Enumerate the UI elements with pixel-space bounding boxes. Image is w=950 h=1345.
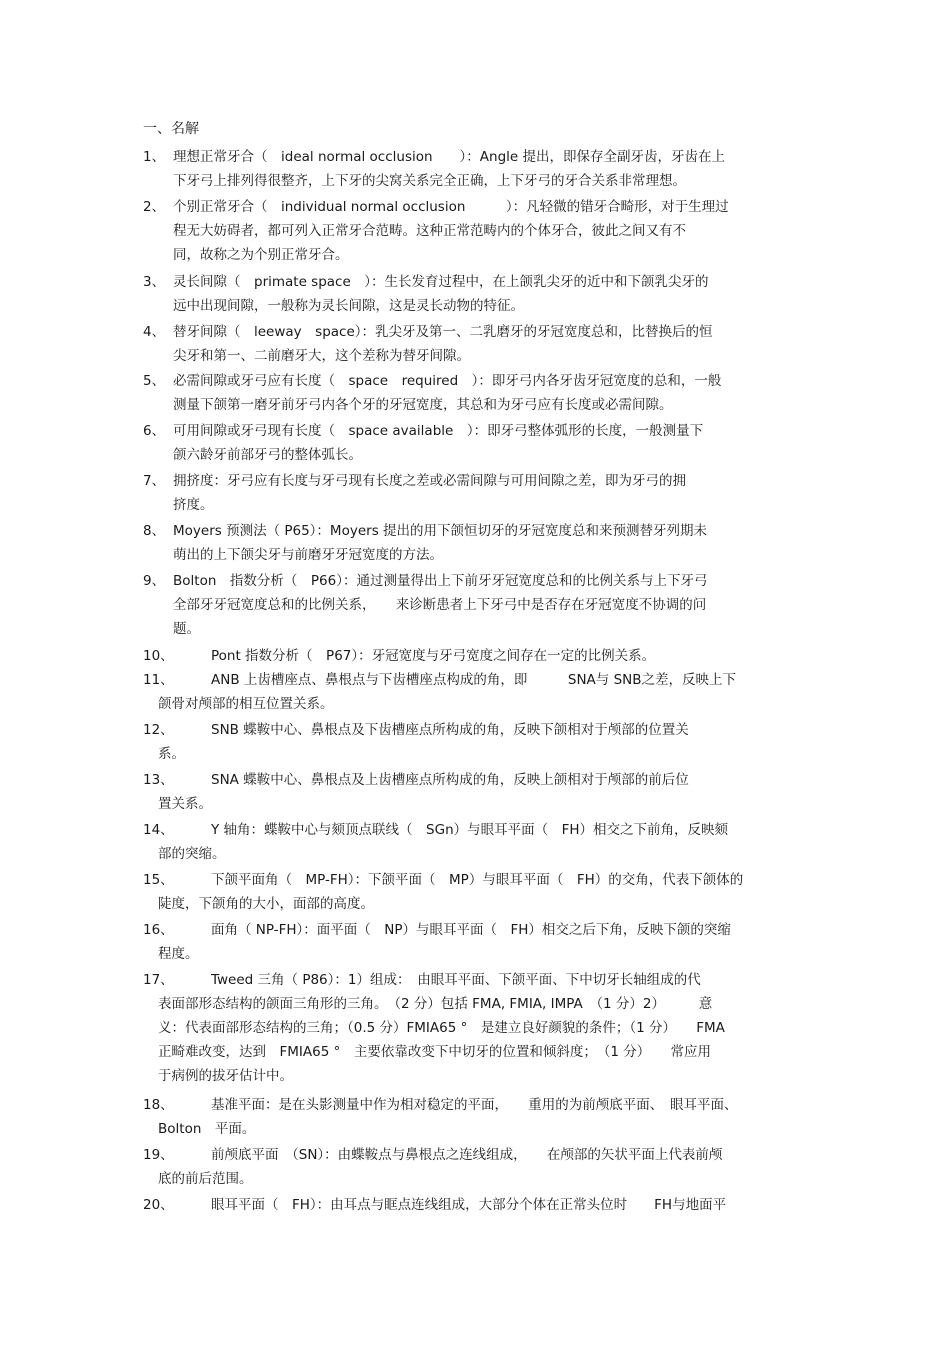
definition-text-line: Pont 指数分析（ P67）：牙冠宽度与牙弓宽度之间存在一定的比例关系。 [211,648,656,664]
definition-text-line: 全部牙牙冠宽度总和的比例关系， 来诊断患者上下牙弓中是否存在牙冠宽度不协调的问 [173,597,707,613]
item-number: 18、 [143,1097,174,1113]
definition-text-line: SNA 蝶鞍中心、鼻根点及上齿槽座点所构成的角，反映上颌相对于颅部的前后位 [211,772,689,788]
item-number: 2、 [143,199,166,215]
definition-text-line: 系。 [158,746,185,762]
definition-text-line: 陡度，下颌角的大小，面部的高度。 [158,896,374,912]
item-number: 5、 [143,373,166,389]
item-number: 8、 [143,523,166,539]
definition-text-line: 个别正常牙合（ individual normal occlusion ）：凡轻微的错牙合畸形，对于生理过 [173,199,729,215]
definition-text-line: 置关系。 [158,796,212,812]
definition-text-line: 拥挤度：牙弓应有长度与牙弓现有长度之差或必需间隙与可用间隙之差，即为牙弓的拥 [173,473,686,489]
item-number: 9、 [143,573,166,589]
item-number: 7、 [143,473,166,489]
definition-text-line: 挤度。 [173,497,214,513]
definition-text-line: Tweed 三角（ P86）：1）组成： 由眼耳平面、下颌平面、下中切牙长轴组成的代 [211,972,701,988]
section-title: 一、名解 [143,121,199,137]
definition-text-line: 正畸难改变，达到 FMIA65 ° 主要依靠改变下中切牙的位置和倾斜度； （1 分） 常应用 [158,1044,711,1060]
definition-text-line: 部的突缩。 [158,846,226,862]
item-number: 14、 [143,822,174,838]
definition-text-line: 下颌平面角（ MP-FH）：下颌平面（ MP）与眼耳平面（ FH）的交角，代表下颌体的 [211,872,744,888]
definition-text-line: 表面部形态结构的颌面三角形的三角。 （2 分）包括 FMA, FMIA, IMPA （1 分）2） 意 [158,996,713,1012]
item-number: 19、 [143,1147,174,1163]
item-number: 3、 [143,274,166,290]
definition-text-line: 远中出现间隙，一般称为灵长间隙，这是灵长动物的特征。 [173,298,524,314]
definition-text-line: 前颅底平面 （SN）：由蝶鞍点与鼻根点之连线组成， 在颅部的矢状平面上代表前颅 [211,1147,723,1163]
item-number: 17、 [143,972,174,988]
definition-text-line: 基准平面：是在头影测量中作为相对稳定的平面， 重用的为前颅底平面、 眼耳平面、 [211,1097,738,1113]
definition-text-line: 萌出的上下颌尖牙与前磨牙牙冠宽度的方法。 [173,547,443,563]
definition-text-line: SNB 蝶鞍中心、鼻根点及下齿槽座点所构成的角，反映下颌相对于颅部的位置关 [211,722,689,738]
item-number: 4、 [143,324,166,340]
definition-text-line: Bolton 平面。 [158,1121,256,1137]
item-number: 10、 [143,648,174,664]
item-number: 13、 [143,772,174,788]
definition-text-line: Bolton 指数分析（ P66）：通过测量得出上下前牙牙冠宽度总和的比例关系与上下牙弓 [173,573,708,589]
definition-text-line: 理想正常牙合（ ideal normal occlusion ）：Angle 提出，即保存全副牙齿，牙齿在上 [173,149,726,165]
definition-text-line: 程无大妨碍者，都可列入正常牙合范畴。这种正常范畴内的个体牙合，彼此之间又有不 [173,223,686,239]
definition-text-line: 题。 [173,621,200,637]
item-number: 15、 [143,872,174,888]
definition-text-line: 底的前后范围。 [158,1171,253,1187]
item-number: 12、 [143,722,174,738]
item-number: 16、 [143,922,174,938]
definition-text-line: 测量下颌第一磨牙前牙弓内各个牙的牙冠宽度，其总和为牙弓应有长度或必需间隙。 [173,397,673,413]
definition-text-line: ANB 上齿槽座点、鼻根点与下齿槽座点构成的角，即 SNA与 SNB之差，反映上下 [211,672,737,688]
item-number: 11、 [143,672,174,688]
definition-text-line: 尖牙和第一、二前磨牙大，这个差称为替牙间隙。 [173,348,470,364]
definition-text-line: 义：代表面部形态结构的三角；（0.5 分）FMIA65 ° 是建立良好颜貌的条件；（1 分） FMA [158,1020,725,1036]
definition-text-line: 替牙间隙（ leeway space）：乳尖牙及第一、二乳磨牙的牙冠宽度总和，比替换后的恒 [173,324,713,340]
definition-text-line: 可用间隙或牙弓现有长度（ space available ）：即牙弓整体弧形的长度，一般测量下 [173,423,704,439]
item-number: 20、 [143,1197,174,1213]
definition-text-line: 必需间隙或牙弓应有长度（ space required ）：即牙弓内各牙齿牙冠宽度的总和，一般 [173,373,722,389]
definition-text-line: 下牙弓上排列得很整齐，上下牙的尖窝关系完全正确，上下牙弓的牙合关系非常理想。 [173,173,686,189]
item-number: 1、 [143,149,166,165]
item-number: 6、 [143,423,166,439]
definition-text-line: Y 轴角：蝶鞍中心与颏顶点联线（ SGn）与眼耳平面（ FH）相交之下前角，反映颏 [211,822,729,838]
definition-text-line: 灵长间隙（ primate space ）：生长发育过程中，在上颌乳尖牙的近中和下颌乳尖牙的 [173,274,709,290]
definition-text-line: 颌六龄牙前部牙弓的整体弧长。 [173,447,362,463]
definition-text-line: 面角（ NP-FH）：面平面（ NP）与眼耳平面（ FH）相交之后下角，反映下颌的突缩 [211,922,731,938]
definition-text-line: 程度。 [158,946,199,962]
definition-text-line: 同，故称之为个别正常牙合。 [173,247,349,263]
definition-text-line: Moyers 预测法（ P65）：Moyers 提出的用下颌恒切牙的牙冠宽度总和来预测替牙列期未 [173,523,708,539]
definition-text-line: 颌骨对颅部的相互位置关系。 [158,696,334,712]
definition-text-line: 于病例的拔牙估计中。 [158,1068,293,1084]
definition-text-line: 眼耳平面（ FH）：由耳点与眶点连线组成，大部分个体在正常头位时 FH与地面平 [211,1197,727,1213]
